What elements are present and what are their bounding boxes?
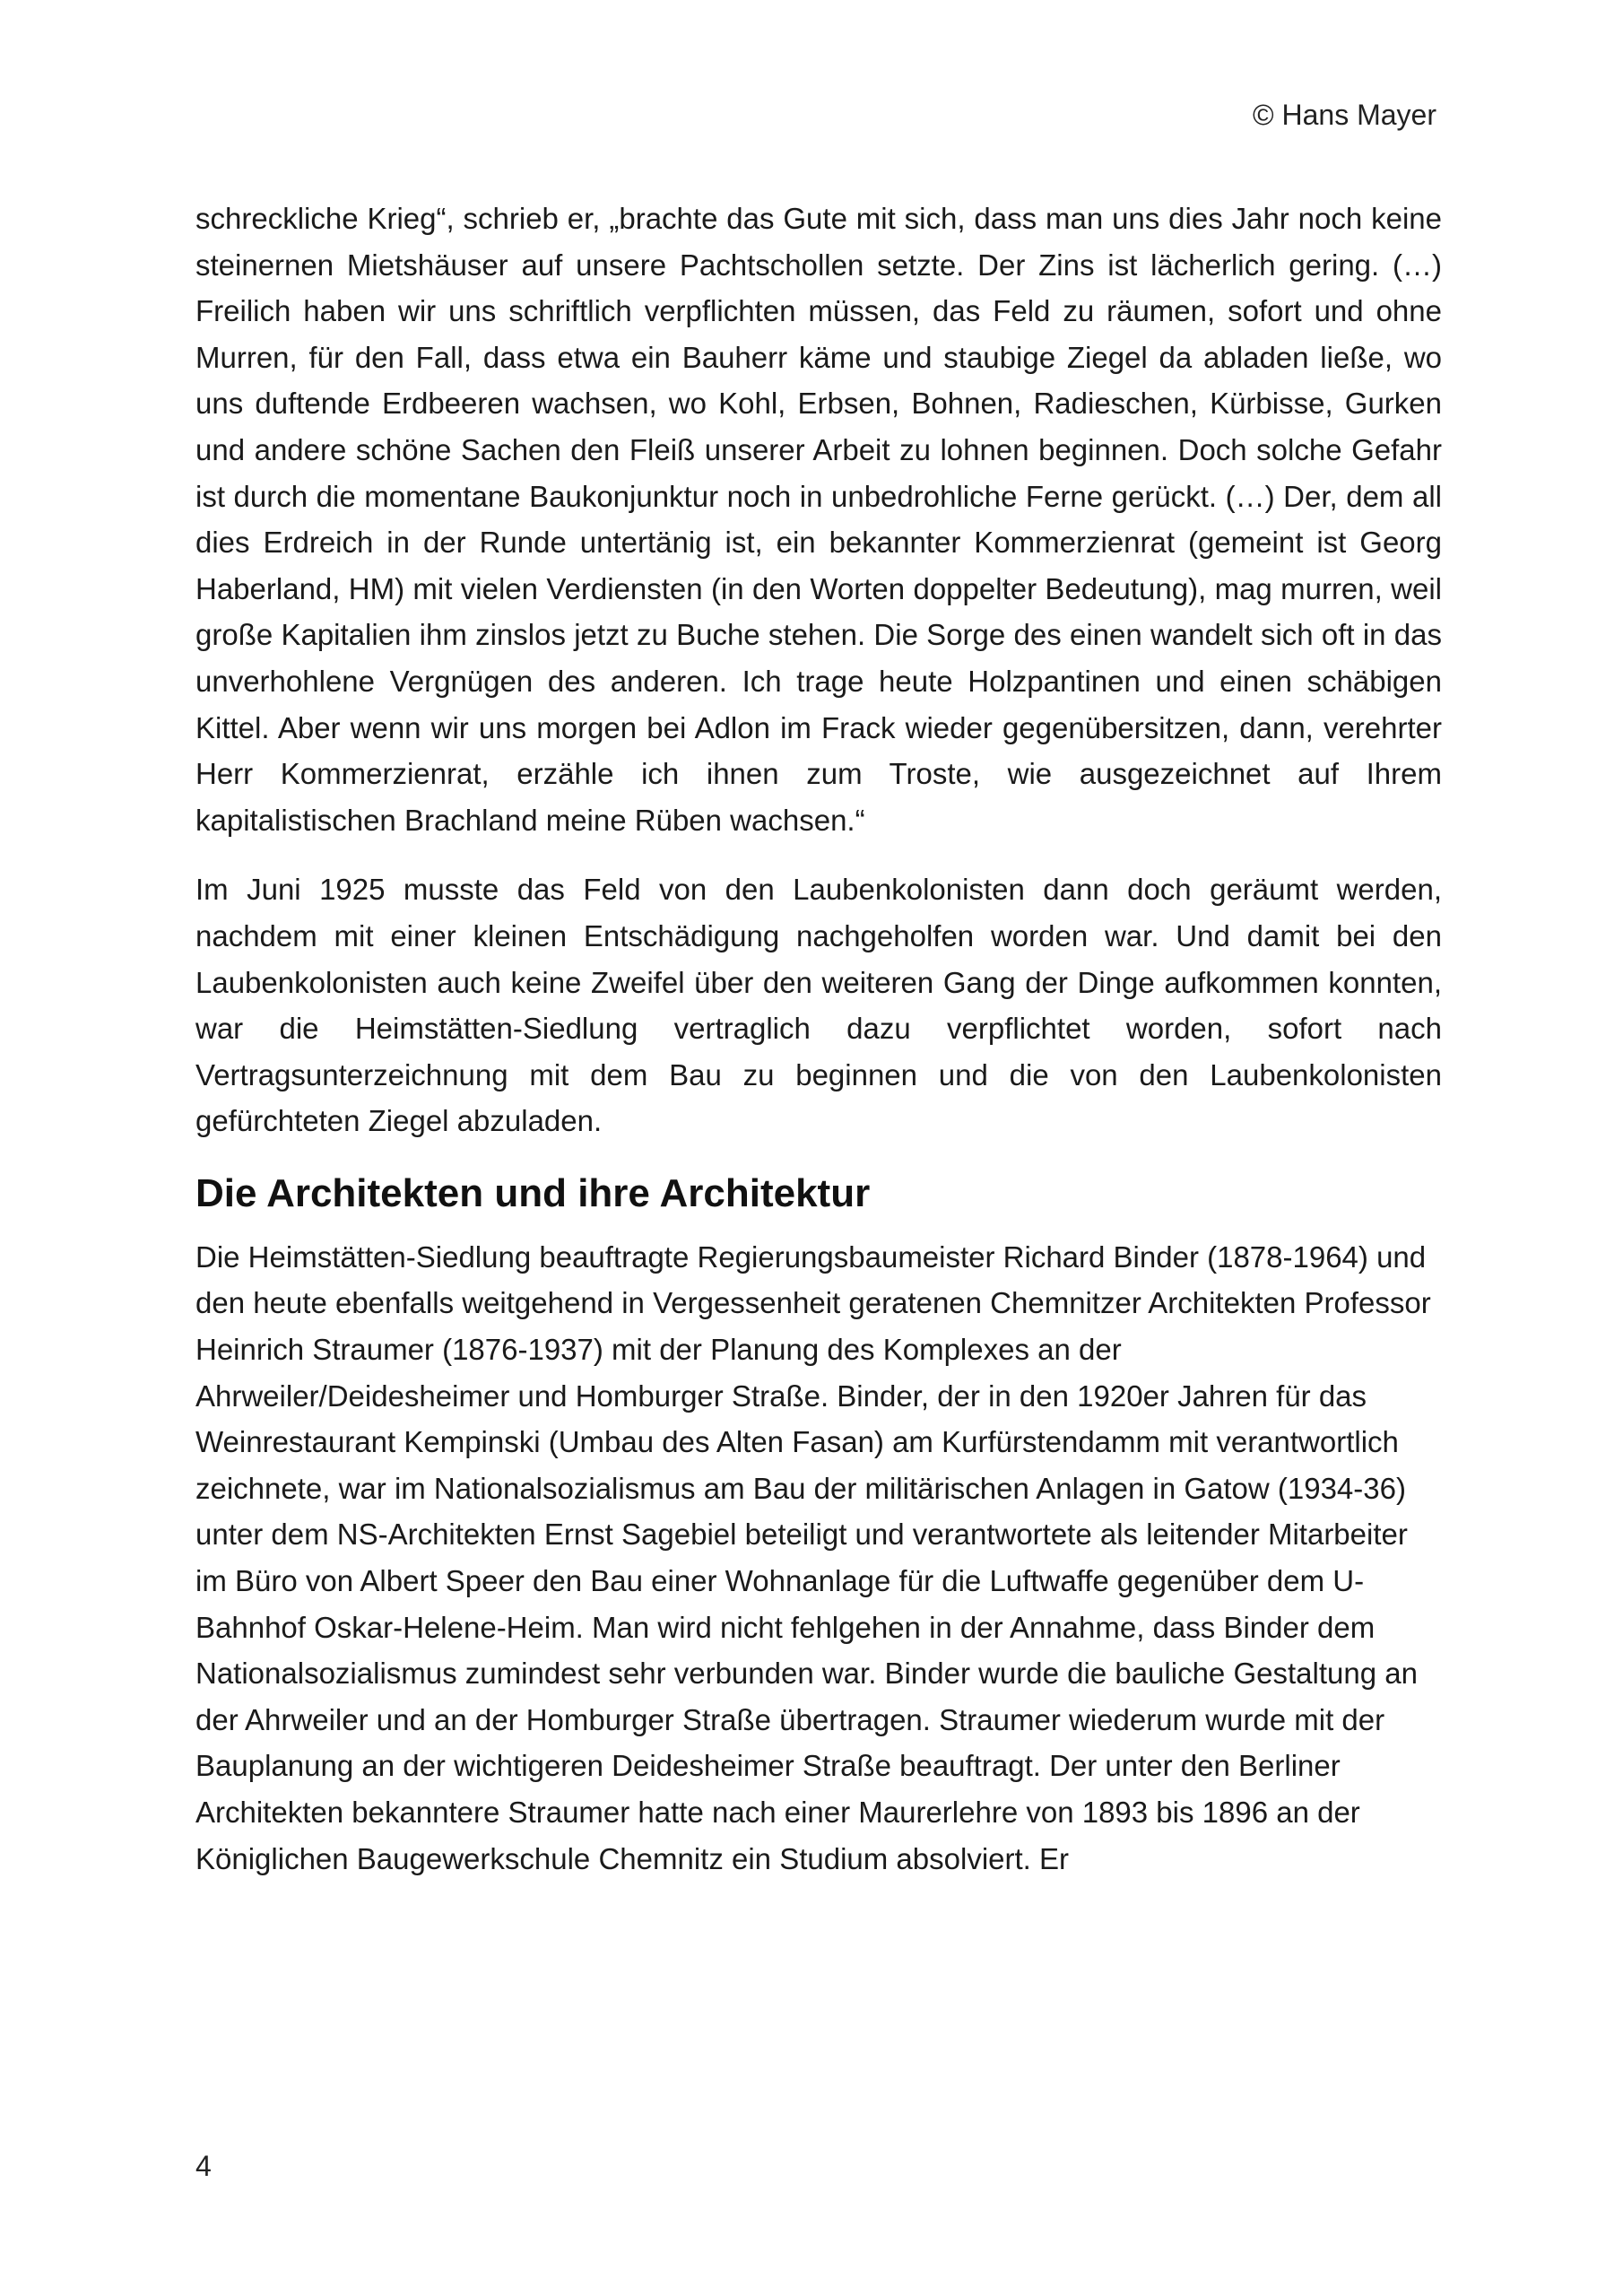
- paragraph-architects: Die Heimstätten-Siedlung beauftragte Regierungsbaumeister Richard Binder (1878-1964) und den heute ebenfalls weitgehend in Vergessenheit geratenen Chemnitzer Architekten Professor Heinrich Straumer (1876-1937) mit der Planung des Komplexes an der Ahrweiler/Deidesheimer und Homburger Straße. Binder, der in den 1920er Jahren für das Weinrestaurant Kempinski (Umbau des Alten Fasan) am Kurfürstendamm mit verantwortlich zeichnete, war im Nationalsozialismus am Bau der militärischen Anlagen in Gatow (1934-36) unter dem NS-Architekten Ernst Sagebiel beteiligt und verantwortete als leitender Mitarbeiter im Büro von Albert Speer den Bau einer Wohnanlage für die Luftwaffe gegenüber dem U-Bahnhof Oskar-Helene-Heim. Man wird nicht fehlgehen in der Annahme, dass Binder dem Nationalsozialismus zumindest sehr verbunden war. Binder wurde die bauliche Gestaltung an der Ahrweiler und an der Homburger Straße übertragen. Straumer wiederum wurde mit der Bauplanung an der wichtigeren Deidesheimer Straße beauftragt. Der unter den Berliner Architekten bekanntere Straumer hatte nach einer Maurerlehre von 1893 bis 1896 an der Königlichen Baugewerkschule Chemnitz ein Studium absolviert. Er: [195, 1239, 1431, 1875]
- page-content: [195, 196, 1442, 1905]
- copyright-header: © Hans Mayer: [1253, 99, 1436, 131]
- page-number: 4: [195, 2150, 212, 2182]
- paragraph-quote-continuation: schreckliche Krieg“, schrieb er, „brachte das Gute mit sich, dass man uns dies Jahr noch keine steinernen Mietshäuser auf unsere Pachtschollen setzte. Der Zins ist lächerlich gering. (…) Freilich haben wir uns schriftlich verpflichten müssen, das Feld zu räumen, sofort und ohne Murren, für den Fall, dass etwa ein Bauherr käme und staubige Ziegel da abladen ließe, wo uns duftende Erdbeeren wachsen, wo Kohl, Erbsen, Bohnen, Radieschen, Kürbisse, Gurken und andere schöne Sachen den Fleiß unserer Arbeit zu lohnen beginnen. Doch solche Gefahr ist durch die momentane Baukonjunktur noch in unbedrohliche Ferne gerückt. (…) Der, dem all dies Erdreich in der Runde untertänig ist, ein bekannter Kommerzienrat (gemeint ist Georg Haberland, HM) mit vielen Verdiensten (in den Worten doppelter Bedeutung), mag murren, weil große Kapitalien ihm zinslos jetzt zu Buche stehen. Die Sorge des einen wandelt sich oft in das unverhohlene Vergnügen des anderen. Ich trage heute Holzpantinen und einen schäbigen Kittel. Aber wenn wir uns morgen bei Adlon im Frack wieder gegenübersitzen, dann, verehrter Herr Kommerzienrat, erzähle ich ihnen zum Troste, wie ausgezeichnet auf Ihrem kapitalistischen Brachland meine Rüben wachsen.“: [195, 202, 1442, 837]
- section-heading: Die Architekten und ihre Architektur: [195, 1170, 871, 1215]
- paragraph-june-1925: Im Juni 1925 musste das Feld von den Laubenkolonisten dann doch geräumt werden, nachdem mit einer kleinen Entschädigung nachgeholfen worden war. Und damit bei den Laubenkolonisten auch keine Zweifel über den weiteren Gang der Dinge aufkommen konnten, war die Heimstätten-Siedlung vertraglich dazu verpflichtet worden, sofort nach Vertragsunterzeichnung mit dem Bau zu beginnen und die von den Laubenkolonisten gefürchteten Ziegel abzuladen.: [195, 873, 1442, 1138]
